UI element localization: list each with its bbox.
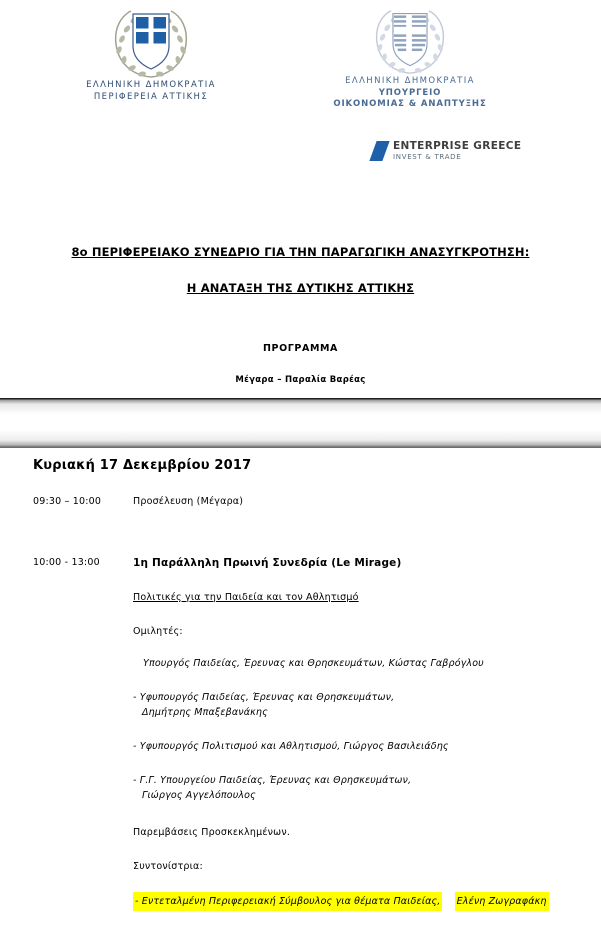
speaker-line2: Δημήτρης Μπαξεβανάκης [142, 707, 268, 718]
speaker-line1: - Γ.Γ. Υπουργείου Παιδείας, Έρευνας και Θρησκευμάτων, [133, 775, 412, 786]
logo-caption-line1: ΕΛΛΗΝΙΚΗ ΔΗΜΟΚΡΑΤΙΑ [345, 76, 475, 86]
speaker-line1: Υπουργός Παιδείας, Έρευνας και Θρησκευμάτων, Κώστας Γαβρόγλου [143, 658, 484, 669]
scan-artifact-band [0, 398, 601, 448]
schedule [0, 458, 601, 911]
speaker-entry [133, 690, 585, 720]
enterprise-greece-slash-icon [369, 141, 389, 161]
logo-caption-line2: ΠΕΡΙΦΕΡΕΙΑ ΑΤΤΙΚΗΣ [93, 91, 209, 102]
moderator-line2-highlighted: Ελένη Ζωγραφάκη [455, 892, 549, 911]
conference-title-line2: Η ΑΝΑΤΑΞΗ ΤΗΣ ΔΥΤΙΚΗΣ ΑΤΤΙΚΗΣ [186, 281, 415, 295]
logo-enterprise-greece [373, 140, 521, 162]
logo-caption-line2: ΥΠΟΥΡΓΕΙΟ [378, 87, 442, 98]
greek-coat-of-arms-icon [105, 6, 197, 80]
speaker-entry [133, 656, 585, 671]
logo-region-of-attica [66, 6, 236, 103]
slot-description: Προσέλευση (Μέγαρα) [133, 496, 244, 507]
greek-coat-of-arms-icon [366, 6, 454, 76]
header-logos [0, 0, 601, 185]
enterprise-greece-name: ENTERPRISE GREECE [393, 140, 522, 152]
logo-ministry-of-economy [315, 6, 505, 111]
logo-caption-line1: ΕΛΛΗΝΙΚΗ ΔΗΜΟΚΡΑΤΙΑ [86, 80, 216, 90]
schedule-row-arrival [0, 496, 601, 507]
speaker-entry [133, 773, 585, 803]
enterprise-greece-tagline: INVEST & TRADE [393, 153, 462, 161]
speakers-label: Ομιλητές: [133, 626, 183, 637]
speaker-line1: - Υφυπουργός Παιδείας, Έρευνας και Θρησκευμάτων, [133, 692, 395, 703]
programme-label: ΠΡΟΓΡΑΜΜΑ [262, 343, 339, 354]
conference-title-line1: 8ο ΠΕΡΙΦΕΡΕΙΑΚΟ ΣΥΝΕΔΡΙΟ ΓΙΑ ΤΗΝ ΠΑΡΑΓΩΓΙΚΗ ΑΝΑΣΥΓΚΡΟΤΗΣΗ: [71, 245, 530, 259]
logo-caption-line3: ΟΙΚΟΝΟΜΙΑΣ & ΑΝΑΠΤΥΞΗΣ [333, 99, 487, 109]
interventions-note: Παρεμβάσεις Προσκεκλημένων. [133, 827, 291, 838]
speaker-entry [133, 739, 585, 754]
moderator-entry [133, 891, 585, 911]
session-topic: Πολιτικές για την Παιδεία και τον Αθλητισμό [133, 592, 359, 603]
speaker-line1: - Υφυπουργός Πολιτισμού και Αθλητισμού, Γιώργος Βασιλειάδης [133, 741, 449, 752]
slot-time: 09:30 – 10:00 [33, 496, 102, 507]
moderator-label: Συντονίστρια: [133, 861, 203, 872]
slot-time: 10:00 - 13:00 [33, 557, 100, 568]
speaker-line2: Γιώργος Αγγελόπουλος [142, 790, 256, 801]
date-heading: Κυριακή 17 Δεκεμβρίου 2017 [33, 458, 252, 473]
schedule-row-session [0, 557, 601, 911]
moderator-line1-highlighted: - Εντεταλμένη Περιφερειακή Σύμβουλος για θέματα Παιδείας, [133, 892, 442, 911]
venue-label: Μέγαρα – Παραλία Βαρέας [235, 375, 366, 385]
session-title: 1η Παράλληλη Πρωινή Συνεδρία (Le Mirage) [133, 557, 402, 569]
title-block [0, 245, 601, 385]
